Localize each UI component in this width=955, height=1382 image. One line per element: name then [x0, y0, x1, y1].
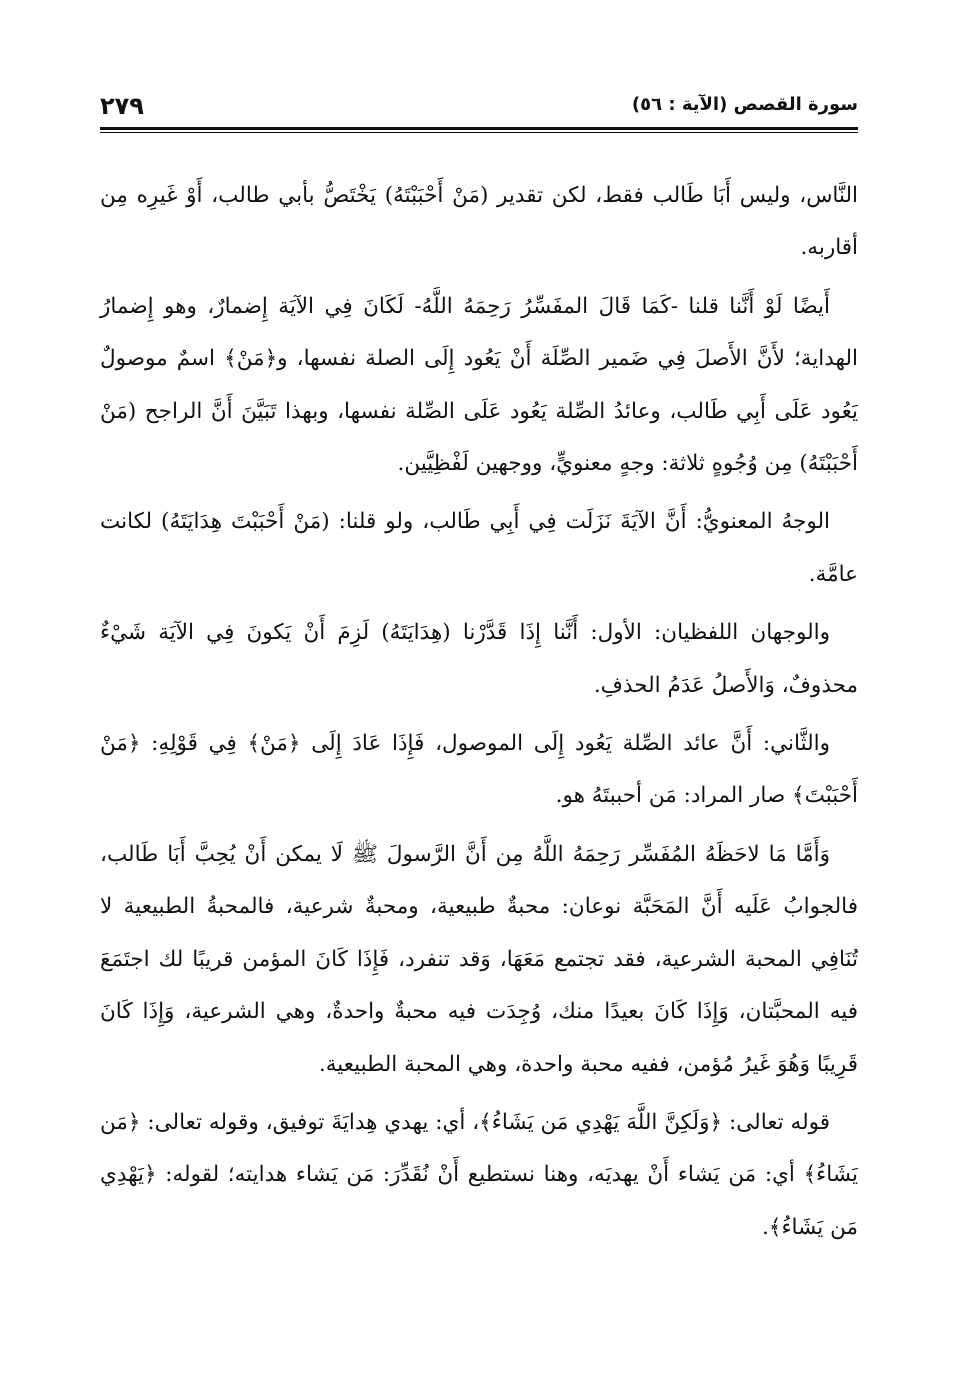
- paragraph: وَأَمَّا مَا لاحَظَهُ المُفَسِّر رَحِمَهُ اللَّهُ مِن أَنَّ الرَّسولَ ﷺ لَا يمكن أَنْ يُحِبَّ أَبَا طَالب، فالجوابُ عَلَيه أَنَّ المَحَبَّة نوعان: محبةٌ طبيعية، ومحبةٌ شرعية، فالمحبةُ الطبيعية لا تُنَافِي المحبة الشرعية، فقد تجتمع مَعَهَا، وَقد تنفرد، فَإِذَا كَانَ المؤمن قريبًا لك اجتَمَعَ فيه المحبَّتان، وَإِذَا كَانَ بعيدًا منك، وُجِدَت فيه محبةٌ واحدةٌ، وهي الشرعية، وَإِذَا كَانَ قَرِيبًا وَهُوَ غَيرُ مُؤمن، ففيه محبة واحدة، وهي المحبة الطبيعية.: [100, 841, 858, 1077]
- header-rule: [100, 127, 858, 130]
- page-number: ٢٧٩: [100, 92, 144, 120]
- page-header: [100, 92, 858, 126]
- body-text: [100, 170, 858, 1260]
- paragraph: والوجهان اللفظيان: الأول: أَنَّنا إِذَا قَدَّرْنا (هِدَايَتَهُ) لَزِمَ أَنْ يَكونَ فِي الآيَة شَيْءٌ محذوفٌ، وَالأَصلُ عَدَمُ الحذفِ.: [100, 620, 858, 698]
- paragraph: والثَّاني: أَنَّ عائد الصِّلة يَعُود إِلَى الموصول، فَإِذَا عَادَ إِلَى ﴿مَنْ﴾ فِي قَوْلِهِ: ﴿مَنْ أَحْبَبْتَ﴾ صار المراد: مَن أحببتَهُ هو.: [100, 731, 858, 809]
- header-rule-thin: [100, 132, 858, 133]
- paragraph: أَيضًا لَوْ أَنَّنا قلنا -كَمَا قَالَ المفَسِّرُ رَحِمَهُ اللَّهُ- لَكَانَ فِي الآيَة إِضمارٌ، وهو إِضمارُ الهداية؛ لأَنَّ الأَصلَ فِي ضَمير الصِّلَة أَنْ يَعُود إِلَى الصلة نفسها، و﴿مَنْ﴾ اسمٌ موصولٌ يَعُود عَلَى أَبِي طَالب، وعائدُ الصِّلة يَعُود عَلَى الصِّلة نفسها، وبهذا تَبَيَّنَ أَنَّ الراجح (مَنْ أَحْبَبْتَهُ) مِن وُجُوهٍ ثلاثة: وجهٍ معنويٍّ، ووجهين لَفْظِيَّين.: [100, 293, 858, 477]
- paragraph: قوله تعالى: ﴿وَلَكِنَّ اللَّهَ يَهْدِي مَن يَشَاءُ﴾، أي: يهدي هِدايَةَ توفيق، وقوله تعالى: ﴿مَن يَشَاءُ﴾ أي: مَن يَشاء أَنْ يهديَه، وهنا نستطيع أَنْ نُقَدِّرَ: مَن يَشاء هدايته؛ لقوله: ﴿يَهْدِي مَن يَشَاءُ﴾.: [100, 1109, 858, 1240]
- paragraph: الوجهُ المعنويُّ: أَنَّ الآيَةَ نَزَلَت فِي أَبِي طَالب، ولو قلنا: (مَنْ أَحْبَبْتَ هِدَايَتَهُ) لكانت عامَّة.: [100, 509, 858, 587]
- running-title: سورة القصص (الآية : ٥٦): [631, 94, 858, 115]
- paragraph: النَّاس، وليس أَبَا طَالب فقط، لكن تقدير (مَنْ أَحْبَبْتَهُ) يَخْتَصُّ بأبي طالب، أَوْ غَيرِه مِن أقاربه.: [100, 183, 858, 261]
